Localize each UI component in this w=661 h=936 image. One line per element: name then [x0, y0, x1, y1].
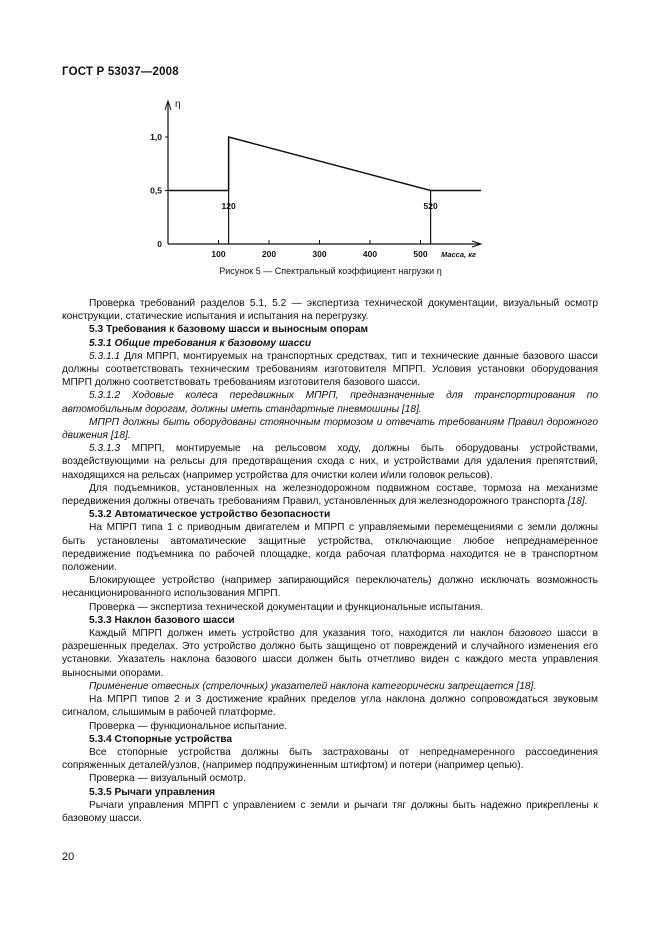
x-tick-label: 500	[413, 249, 428, 259]
x-axis-label: Масса, кг	[441, 250, 476, 259]
clause-text: Для МПРП, монтируемых на транспортных средствах, тип и технические данные базового шасси должны соответствовать техническим требованиям изготовителя МПРП. Условия установки оборудования МПРП должно соответствовать требованиям изготовителя базового шасси.	[62, 350, 598, 389]
clause-text: шасси в разрешенных пределах. Это устройство должно быть защищено от повреждений и случайного изменения его установки. Указатель наклона базового шасси должен быть отчетливо виден с каждого места управления выносными опорами.	[62, 628, 598, 679]
paragraph: Проверка — визуальный осмотр.	[89, 773, 246, 785]
y-axis-label: η	[175, 99, 181, 110]
annotation-label: 520	[423, 201, 438, 211]
emphasis: базового	[508, 628, 552, 640]
page-number: 20	[62, 851, 75, 863]
section-heading-5-3-1: 5.3.1 Общие требования к базовому шасси	[89, 337, 312, 349]
section-heading-5-3-3: 5.3.3 Наклон базового шасси	[89, 614, 235, 626]
x-tick-label: 100	[211, 249, 226, 259]
paragraph: Проверка — экспертиза технической документации и функциональные испытания.	[89, 601, 484, 613]
paragraph: Проверка требований разделов 5.1, 5.2 — экспертиза технической документации, визуальный осмотр конструкции, статические испытания и испытания на перегрузку.	[62, 298, 598, 323]
paragraph: Рычаги управления МПРП с управлением с земли и рычаги тяг должны быть надежно прикреплены к базовому шасси.	[62, 799, 598, 824]
y-tick-label: 1,0	[150, 132, 162, 142]
section-heading-5-3: 5.3 Требования к базовому шасси и выносным опорам	[89, 324, 369, 336]
section-heading-5-3-2: 5.3.2 Автоматическое устройство безопасности	[89, 509, 331, 521]
paragraph: Применение отвесных (стрелочных) указателей наклона категорически запрещается [18].	[89, 680, 537, 692]
load-spectrum-figure	[0, 0, 661, 300]
annotation-label: 120	[221, 201, 236, 211]
clause-text: МПРП, монтируемые на рельсовом ходу, должны быть оборудованы устройствами, воздействующими на рельсы для предотвращения схода с них, и устройствами для удаления препятствий, находящихся на рельсах (например устройства для очистки колеи и/или головок рельсов).	[62, 443, 598, 481]
section-heading-5-3-5: 5.3.5 Рычаги управления	[89, 786, 216, 798]
clause-number: 5.3.1.3	[89, 443, 121, 455]
paragraph: На МПРП типов 2 и 3 достижение крайних пределов угла наклона должно сопровождаться звуковым сигналом, слышимым в рабочей платформе.	[62, 694, 598, 719]
y-tick-label: 0,5	[150, 185, 162, 196]
paragraph: Блокирующее устройство (например запирающийся переключатель) должно исключать возможность несанкционированного использования МПРП.	[62, 575, 598, 600]
section-heading-5-3-4: 5.3.4 Стопорные устройства	[89, 733, 233, 745]
paragraph	[62, 482, 598, 508]
document-body	[62, 297, 598, 825]
paragraph: Все стопорные устройства должны быть застрахованы от непреднамеренного рассоединения сопряженных деталей/узлов, (например подпружиненным штифтом) и потери (например цепью).	[62, 746, 598, 772]
paragraph: Проверка — функциональное испытание.	[89, 720, 288, 732]
x-tick-label: 200	[261, 249, 277, 259]
x-tick-label: 300	[312, 249, 327, 259]
clause-text: Каждый МПРП должен иметь устройство для указания того, находится ли наклон	[89, 628, 509, 640]
paragraph	[62, 442, 598, 482]
reference: [18].	[567, 496, 588, 508]
paragraph: 5.3.1.2 Ходовые колеса передвижных МПРП, предназначенные для транспортирования по автомобильным дорогам, должны иметь стандартные пневмошины [18].	[62, 390, 598, 415]
document-header: ГОСТ Р 53037—2008	[62, 66, 179, 78]
y-tick-label: 0	[157, 239, 162, 249]
clause-number: 5.3.1.1	[89, 350, 121, 362]
paragraph	[62, 627, 598, 680]
paragraph: МПРП должны быть оборудованы стояночным тормозом и отвечать требованиям Правил дорожного движения [18].	[62, 416, 598, 442]
paragraph: На МПРП типа 1 с приводным двигателем и МПРП с управляемыми перемещениями с земли должны быть установлены автоматические защитные устройства, отключающие любое непреднамеренное передвижение подъемника по рабочей площадке, когда рабочая платформа находится не в транспортном положении.	[62, 522, 598, 574]
clause-text: Для подъемников, установленных на железнодорожном подвижном составе, тормоза на механизме передвижения должны отвечать требованиям Правил, установленных для железнодорожного транспорта	[62, 482, 598, 508]
paragraph	[62, 350, 598, 390]
series-line	[229, 137, 482, 191]
x-tick-label: 400	[362, 249, 378, 259]
load-spectrum-chart	[0, 0, 661, 300]
figure-caption: Рисунок 5 — Спектральный коэффициент нагрузки η	[219, 266, 442, 276]
